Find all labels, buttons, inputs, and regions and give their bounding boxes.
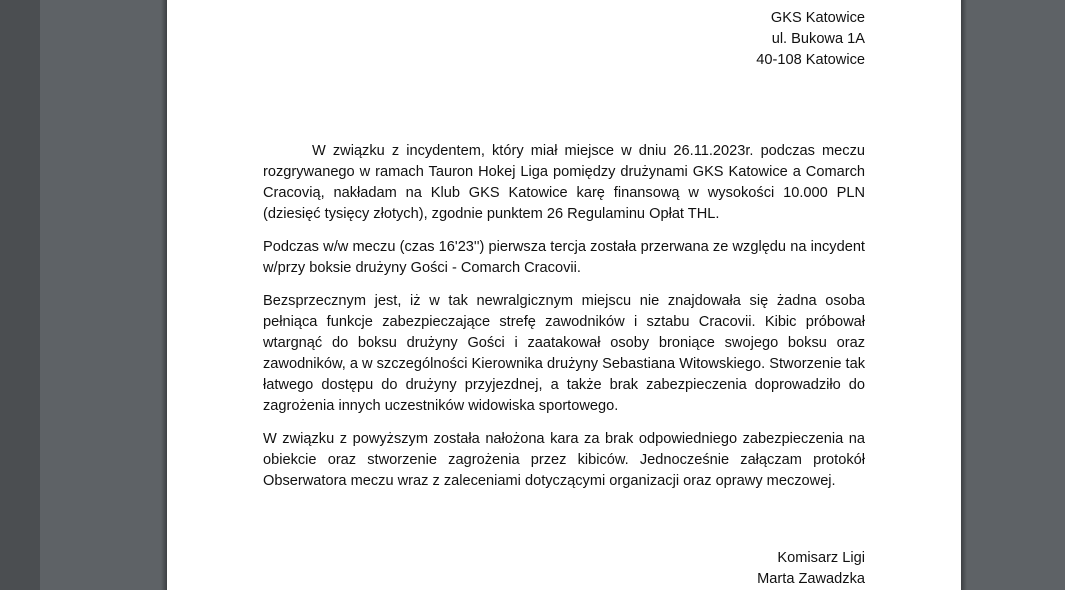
signature-name: Marta Zawadzka: [757, 571, 865, 587]
document-page: [167, 0, 961, 590]
viewer-right-gutter: [962, 0, 1065, 590]
recipient-name: GKS Katowice: [770, 10, 865, 26]
paragraph-penalty: W związku z incydentem, który miał miejsce w dniu 26.11.2023r. podczas meczu rozgrywanego w ramach Tauron Hokej Liga pomiędzy drużynami GKS Katowice a Comarch Cracovią, nakładam na Klub GKS Katowice karę finansową w wysokości 10.000 PLN (dziesięć tysięcy złotych), zgodnie punktem 26 Regulaminu Opłat THL.: [263, 143, 865, 222]
paragraph-security-breach: Bezsprzecznym jest, iż w tak newralgicznym miejscu nie znajdowała się żadna osoba pełniąca funkcje zabezpieczające strefę zawodników i sztabu Cracovii. Kibic próbował wtargnąć do boksu drużyny Gości i zaatakował osoby broniące swojego boksu oraz zawodników, a w szczególności Kierownika drużyny Sebastiana Witowskiego. Stworzenie tak łatwego dostępu do drużyny przyjezdnej, a także brak zabezpieczenia doprowadziło do zagrożenia innych uczestników widowiska sportowego.: [263, 293, 865, 414]
page-shadow-right: [961, 0, 967, 590]
paragraph-conclusion: W związku z powyższym została nałożona kara za brak odpowiedniego zabezpieczenia na obiekcie oraz stworzenie zagrożenia przez kibiców. Jednocześnie załączam protokół Obserwatora meczu wraz z zaleceniami dotyczącymi organizacji oraz oprawy meczowej.: [263, 431, 865, 489]
signature-block: [757, 548, 865, 590]
paragraph-incident: Podczas w/w meczu (czas 16'23'') pierwsza tercja została przerwana ze względu na incydent w/przy boksie drużyny Gości - Comarch Cracovii.: [263, 239, 865, 276]
recipient-address: [756, 8, 865, 71]
letter-body: [263, 141, 865, 504]
signature-title: Komisarz Ligi: [777, 550, 865, 566]
recipient-city: 40-108 Katowice: [756, 52, 865, 68]
viewer-left-frame: [0, 0, 40, 590]
recipient-street: ul. Bukowa 1A: [771, 31, 865, 47]
viewer-left-gutter: [40, 0, 166, 590]
